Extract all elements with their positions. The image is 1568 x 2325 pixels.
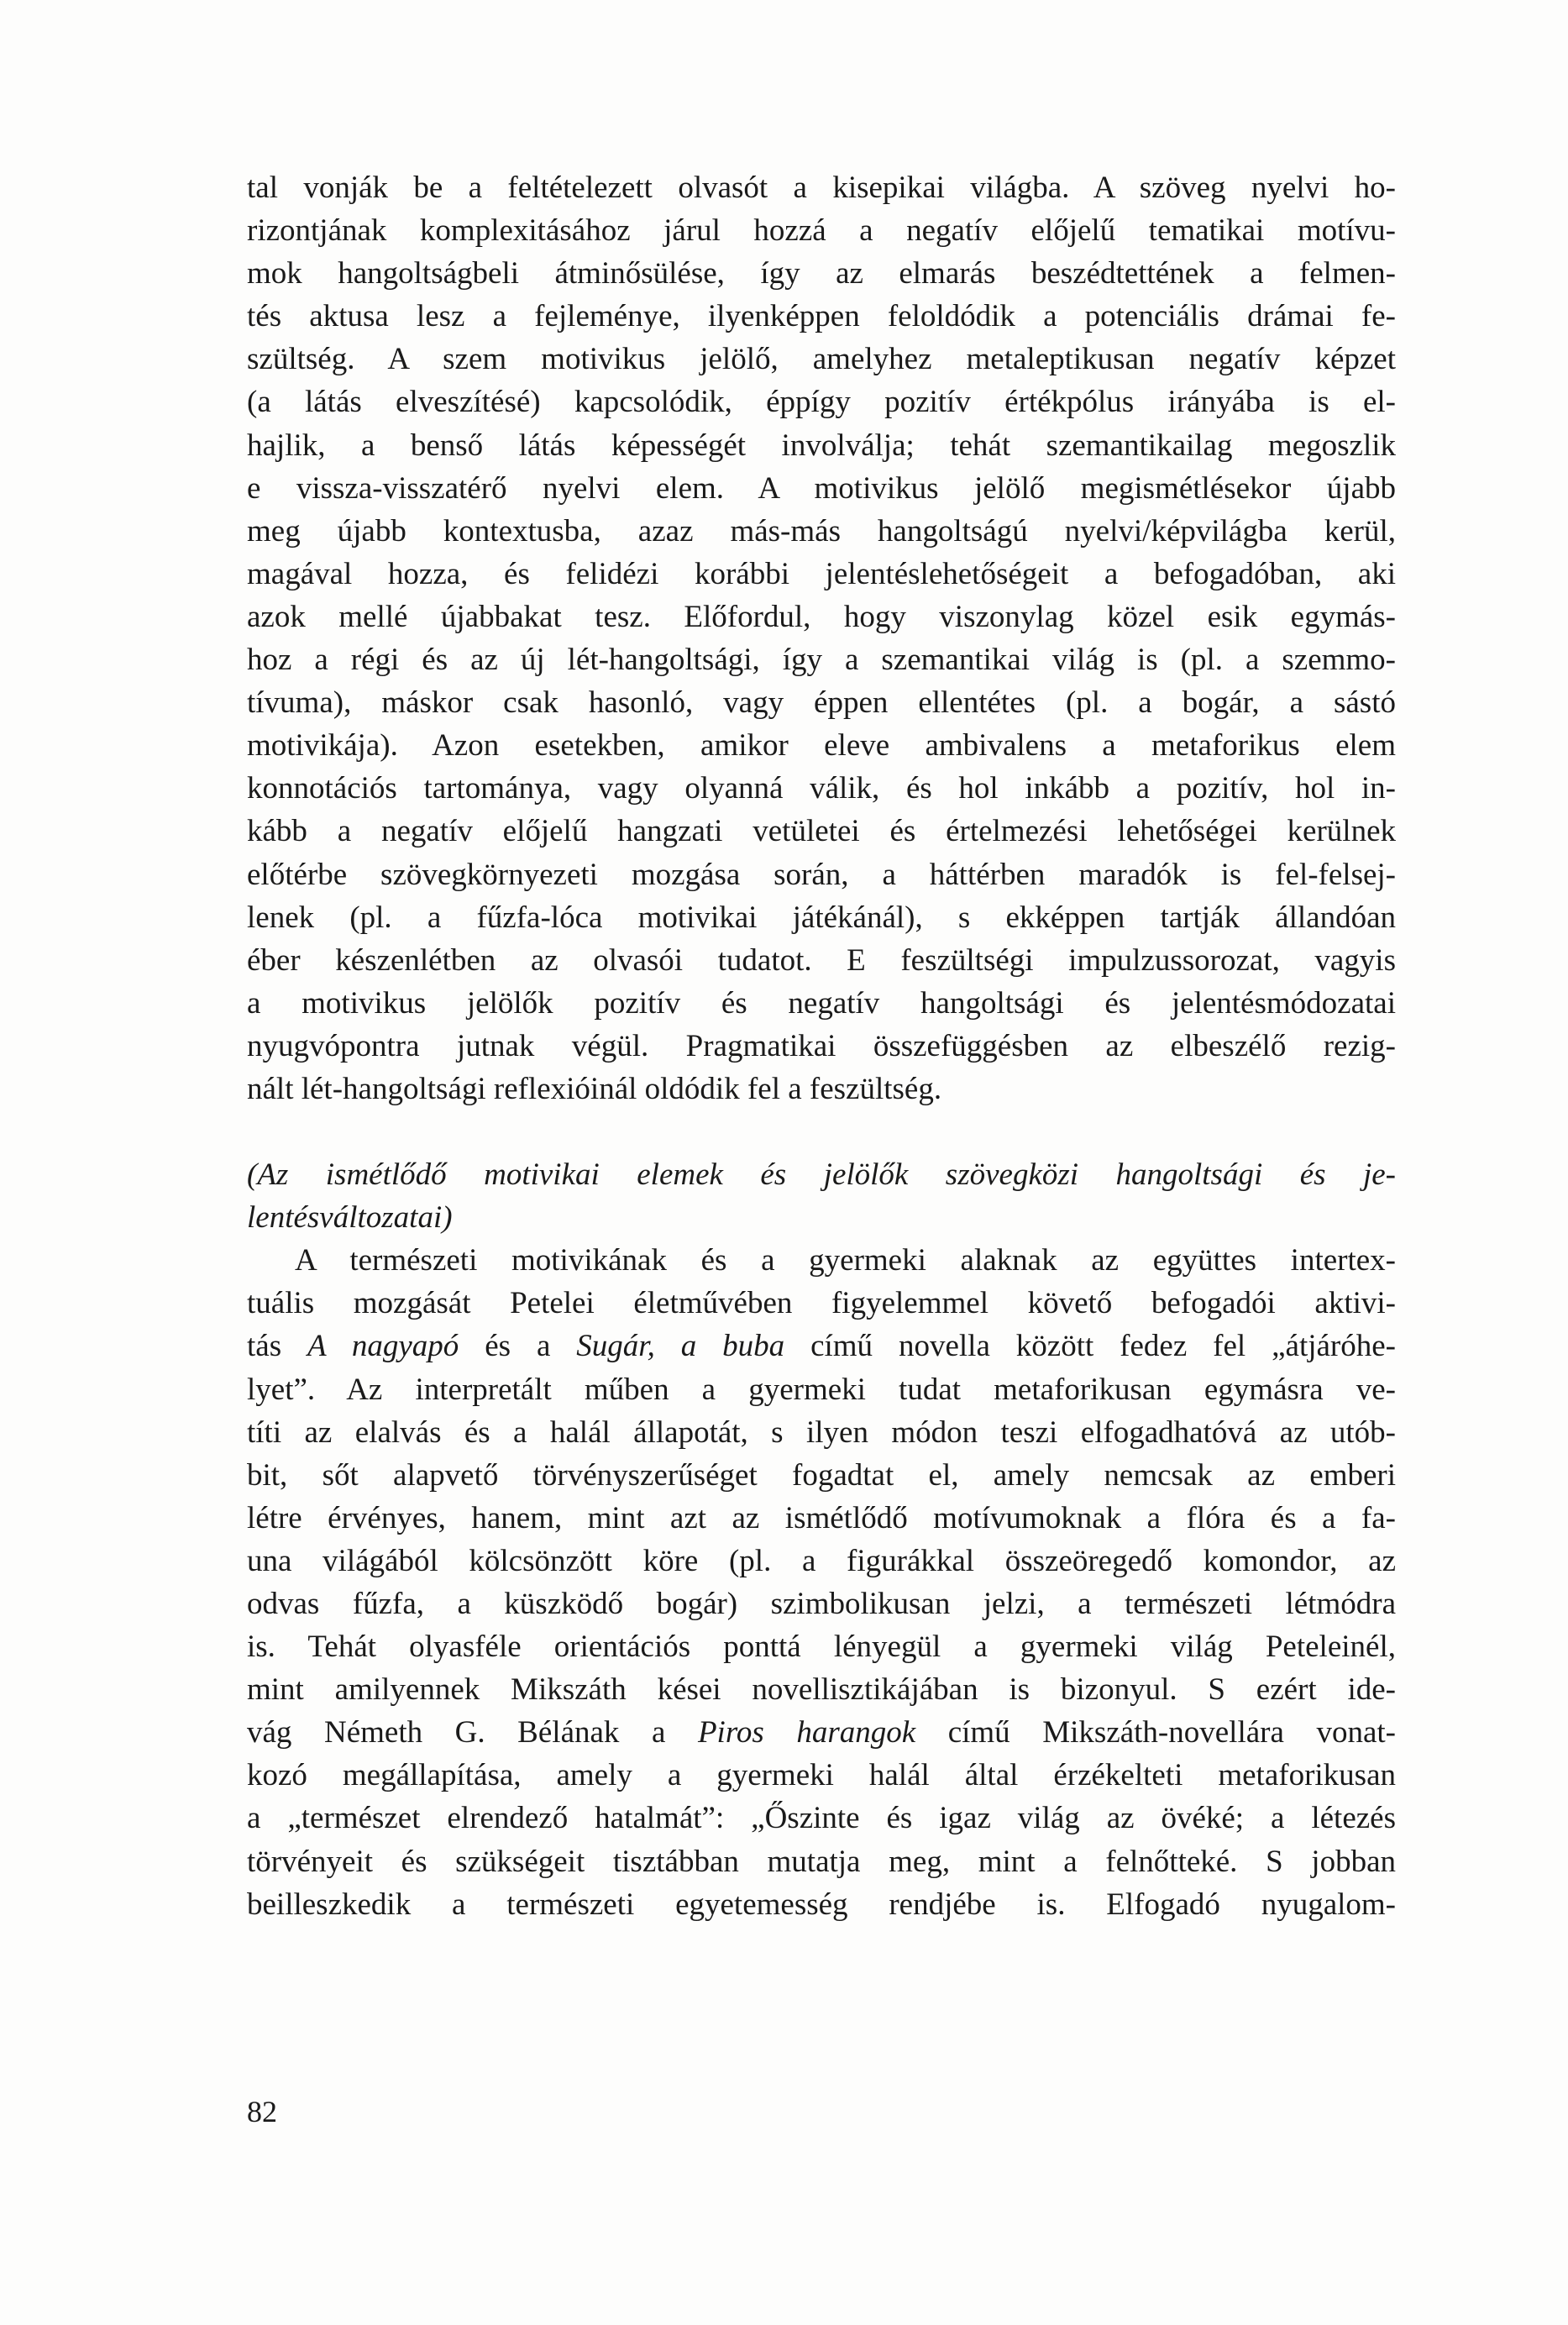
text-line: tuális mozgását Petelei életművében figyelemmel követő befogadói aktivi-: [247, 1286, 1396, 1321]
text-line: kozó megállapítása, amely a gyermeki halál által érzékelteti metaforikusan: [247, 1758, 1396, 1793]
text-line: bit, sőt alapvető törvényszerűséget fogadtat el, amely nemcsak az emberi: [247, 1457, 1396, 1493]
paragraph-1: [247, 166, 1396, 1110]
work-title: Piros harangok: [697, 1715, 916, 1750]
text-line: lenek (pl. a fűzfa-lóca motivikai játékánál), s ekképpen tartják állandóan: [247, 900, 1396, 935]
text-line: (a látás elveszítésé) kapcsolódik, éppígy pozitív értékpólus irányába is el-: [247, 385, 1396, 420]
text-line: tés aktusa lesz a fejleménye, ilyenképpen feloldódik a potenciális drámai fe-: [247, 299, 1396, 334]
text-line: A természeti motivikának és a gyermeki alaknak az együttes intertex-: [295, 1243, 1396, 1278]
text-line: lyet”. Az interpretált műben a gyermeki tudat metaforikusan egymásra ve-: [247, 1372, 1396, 1407]
text-line: tívuma), máskor csak hasonló, vagy éppen ellentétes (pl. a bogár, a sástó: [247, 685, 1396, 721]
text-run: tás: [247, 1329, 308, 1364]
text-line: e vissza-visszatérő nyelvi elem. A motivikus jelölő megismétlésekor újabb: [247, 470, 1396, 506]
text-line: is. Tehát olyasféle orientációs ponttá lényegül a gyermeki világ Peteleinél,: [247, 1630, 1396, 1665]
text-line: [247, 1711, 1396, 1754]
paragraph-2: [247, 1239, 1396, 1926]
text-line: mok hangoltságbeli átminősülése, így az elmarás beszédtettének a felmen-: [247, 256, 1396, 291]
body-text: [247, 166, 1396, 1926]
text-line: szültség. A szem motivikus jelölő, amelyhez metaleptikusan negatív képzet: [247, 342, 1396, 377]
text-line: meg újabb kontextusba, azaz más-más hangoltságú nyelvi/képvilágba kerül,: [247, 513, 1396, 548]
work-title: Sugár, a buba: [576, 1329, 785, 1364]
text-line: nyugvópontra jutnak végül. Pragmatikai összefüggésben az elbeszélő rezig-: [247, 1028, 1396, 1063]
text-line: éber készenlétben az olvasói tudatot. E feszültségi impulzussorozat, vagyis: [247, 942, 1396, 978]
text-run: című novella között fedez fel „átjáróhe-: [784, 1329, 1396, 1364]
text-line: azok mellé újabbakat tesz. Előfordul, hogy viszonylag közel esik egymás-: [247, 599, 1396, 634]
text-line: előtérbe szövegkörnyezeti mozgása során, a háttérben maradók is fel-felsej-: [247, 857, 1396, 892]
text-line: rizontjának komplexitásához járul hozzá a negatív előjelű tematikai motívu-: [247, 213, 1396, 249]
text-line: una világából kölcsönzött köre (pl. a figurákkal összeöregedő komondor, az: [247, 1543, 1396, 1578]
text-line: törvényeit és szükségeit tisztábban mutatja meg, mint a felnőtteké. S jobban: [247, 1844, 1396, 1879]
text-line: a motivikus jelölők pozitív és negatív hangoltsági és jelentésmódozatai: [247, 985, 1396, 1021]
text-line: mint amilyennek Mikszáth kései novellisztikájában is bizonyul. S ezért ide-: [247, 1672, 1396, 1708]
text-line: a „természet elrendező hatalmát”: „Őszinte és igaz világ az övéké; a létezés: [247, 1801, 1396, 1836]
text-line: kább a negatív előjelű hangzati vetületei és értelmezési lehetőségei kerülnek: [247, 814, 1396, 849]
text-run: vág Németh G. Bélának a: [247, 1715, 698, 1750]
text-run: és a: [459, 1329, 577, 1364]
text-line: [247, 1325, 1396, 1367]
text-line: nált lét-hangoltsági reflexióinál oldódik fel a feszültség.: [247, 1071, 942, 1106]
text-line: hoz a régi és az új lét-hangoltsági, így a szemantikai világ is (pl. a szemmo-: [247, 643, 1396, 678]
text-line: beilleszkedik a természeti egyetemesség rendjébe is. Elfogadó nyugalom-: [247, 1887, 1396, 1922]
work-title: A nagyapó: [307, 1329, 459, 1364]
page-number: 82: [247, 2095, 277, 2128]
text-line: magával hozza, és felidézi korábbi jelentéslehetőségeit a befogadóban, aki: [247, 556, 1396, 591]
text-line: motivikája). Azon esetekben, amikor eleve ambivalens a metaforikus elem: [247, 728, 1396, 764]
text-line: títi az elalvás és a halál állapotát, s ilyen módon teszi elfogadhatóvá az utób-: [247, 1414, 1396, 1450]
heading-line: (Az ismétlődő motivikai elemek és jelölők szövegközi hangoltsági és je-: [247, 1157, 1396, 1193]
text-line: létre érvényes, hanem, mint azt az ismétlődő motívumoknak a flóra és a fa-: [247, 1500, 1396, 1535]
text-line: hajlik, a benső látás képességét involválja; tehát szemantikailag megoszlik: [247, 428, 1396, 463]
heading-line: lentésváltozatai): [247, 1200, 453, 1236]
text-line: konnotációs tartománya, vagy olyanná válik, és hol inkább a pozitív, hol in-: [247, 771, 1396, 806]
text-run: című Mikszáth-novellára vonat-: [915, 1715, 1396, 1750]
text-line: odvas fűzfa, a küszködő bogár) szimbolikusan jelzi, a természeti létmódra: [247, 1587, 1396, 1621]
paragraph-gap: [247, 1110, 1396, 1153]
text-line: tal vonják be a feltételezett olvasót a kisepikai világba. A szöveg nyelvi ho-: [247, 171, 1396, 205]
section-heading: [247, 1153, 1396, 1239]
